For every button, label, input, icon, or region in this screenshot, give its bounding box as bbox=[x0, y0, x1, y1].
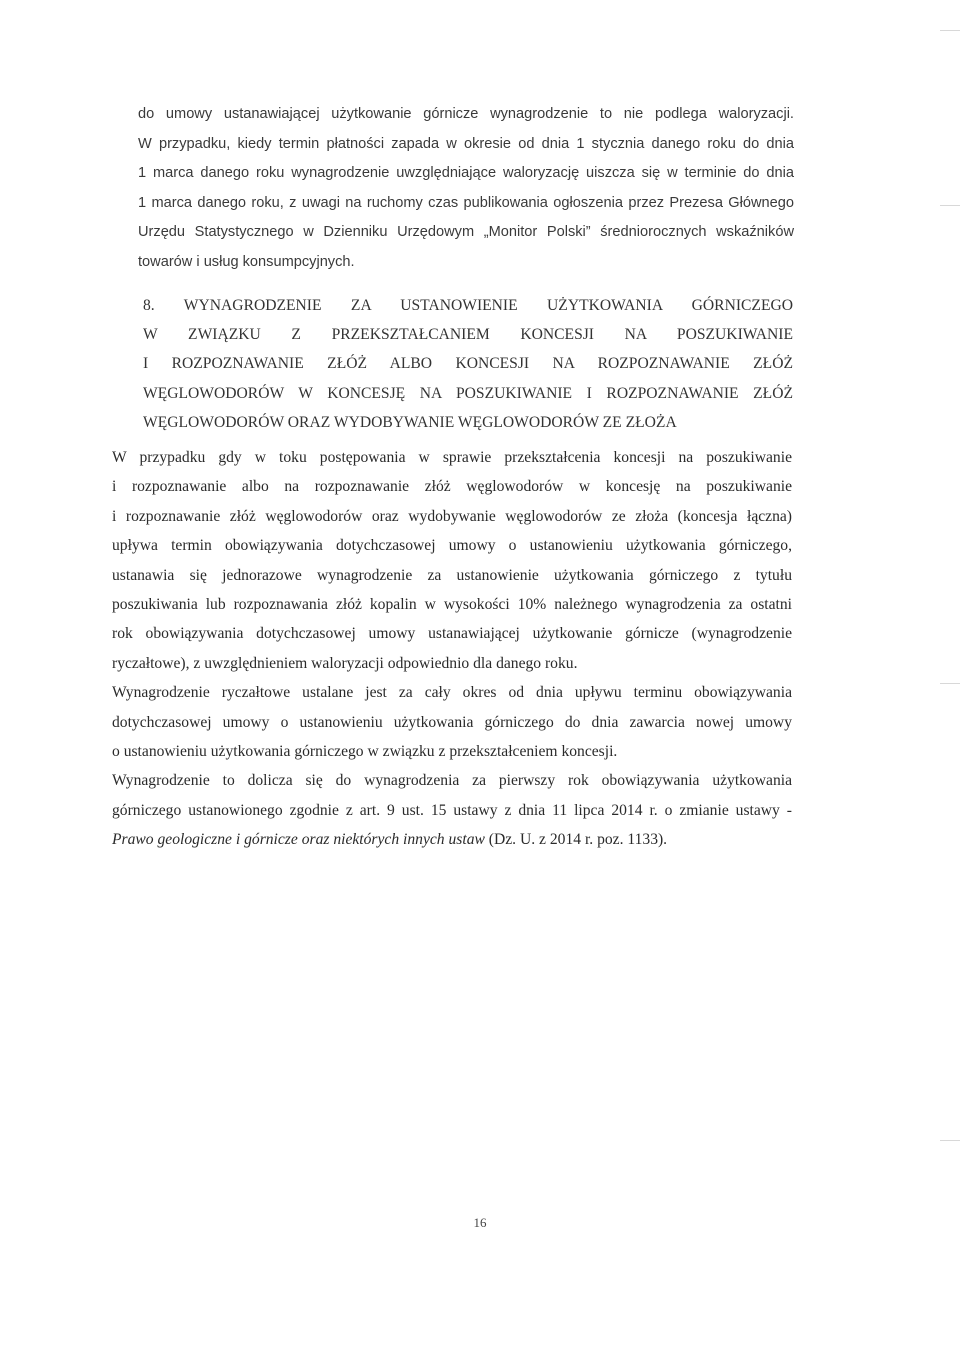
text-line: ryczałtowe), z uwzględnieniem waloryzacji odpowiednio dla danego roku. bbox=[112, 654, 578, 672]
body-paragraph-2 bbox=[112, 678, 792, 766]
text-line: ustanawia się jednorazowe wynagrodzenie za ustanowienie użytkowania górniczego z tytułu bbox=[112, 566, 792, 584]
law-title: Prawo geologiczne i górnicze oraz niektórych innych ustaw bbox=[112, 831, 485, 849]
text-line: rok obowiązywania dotychczasowej umowy ustanawiającej użytkowanie górnicze (wynagrodzenie bbox=[112, 625, 792, 643]
text-line: o ustanowieniu użytkowania górniczego w związku z przekształceniem koncesji. bbox=[112, 742, 618, 760]
paragraph-continuation bbox=[138, 100, 794, 278]
body-paragraph-3 bbox=[112, 766, 792, 854]
heading-line: WĘGLOWODORÓW W KONCESJĘ NA POSZUKIWANIE I ROZPOZNAWANIE ZŁÓŻ bbox=[143, 384, 793, 402]
heading-line: 8. WYNAGRODZENIE ZA USTANOWIENIE UŻYTKOWANIA GÓRNICZEGO bbox=[143, 297, 793, 314]
text-line: i rozpoznawanie złóż węglowodorów oraz wydobywanie węglowodorów ze złoża (koncesja łączna) bbox=[112, 507, 792, 525]
text-line: W przypadku, kiedy termin płatności zapada w okresie od dnia 1 stycznia danego roku do dnia bbox=[138, 135, 794, 152]
heading-line: WĘGLOWODORÓW ORAZ WYDOBYWANIE WĘGLOWODORÓW ZE ZŁOŻA bbox=[143, 413, 677, 431]
page-number: 16 bbox=[473, 1215, 487, 1230]
scan-edge-mark bbox=[940, 205, 960, 206]
section-heading bbox=[143, 291, 793, 437]
text-line: i rozpoznawanie albo na rozpoznawanie złóż węglowodorów w koncesję na poszukiwanie bbox=[112, 478, 792, 496]
body-paragraph-1 bbox=[112, 443, 792, 678]
text-line: W przypadku gdy w toku postępowania w sprawie przekształcenia koncesji na poszukiwanie bbox=[112, 449, 792, 466]
text-line: poszukiwania lub rozpoznawania złóż kopalin w wysokości 10% należnego wynagrodzenia za ostatni bbox=[112, 595, 792, 613]
text-line bbox=[112, 825, 792, 854]
body-text bbox=[112, 443, 792, 854]
text-line: 1 marca danego roku, z uwagi na ruchomy czas publikowania ogłoszenia przez Prezesa Głównego bbox=[138, 194, 794, 211]
heading-line: W ZWIĄZKU Z PRZEKSZTAŁCANIEM KONCESJI NA POSZUKIWANIE bbox=[143, 326, 793, 344]
text-line: dotychczasowej umowy o ustanowieniu użytkowania górniczego do dnia zawarcia nowej umowy bbox=[112, 713, 792, 731]
text-line: 1 marca danego roku wynagrodzenie uwzględniające waloryzację uiszcza się w terminie do dnia bbox=[138, 165, 794, 182]
heading-line: I ROZPOZNAWANIE ZŁÓŻ ALBO KONCESJI NA ROZPOZNAWANIE ZŁÓŻ bbox=[143, 355, 793, 373]
citation: (Dz. U. z 2014 r. poz. 1133). bbox=[484, 831, 668, 849]
text-line: górniczego ustanowionego zgodnie z art. 9 ust. 15 ustawy z dnia 11 lipca 2014 r. o zmianie ustawy - bbox=[112, 801, 792, 819]
scan-edge-mark bbox=[940, 1140, 960, 1141]
text-line: towarów i usług konsumpcyjnych. bbox=[138, 253, 355, 270]
text-line: do umowy ustanawiającej użytkowanie górnicze wynagrodzenie to nie podlega waloryzacji. bbox=[138, 106, 794, 122]
text-line: Wynagrodzenie to dolicza się do wynagrodzenia za pierwszy rok obowiązywania użytkowania bbox=[112, 772, 792, 790]
text-line: Urzędu Statystycznego w Dzienniku Urzędowym „Monitor Polski” średniorocznych wskaźników bbox=[138, 224, 794, 241]
text-line: upływa termin obowiązywania dotychczasowej umowy o ustanowieniu użytkowania górniczego, bbox=[112, 537, 792, 555]
text-line: Wynagrodzenie ryczałtowe ustalane jest za cały okres od dnia upływu terminu obowiązywania bbox=[112, 684, 792, 702]
scan-edge-mark bbox=[940, 30, 960, 31]
scan-edge-mark bbox=[940, 683, 960, 684]
